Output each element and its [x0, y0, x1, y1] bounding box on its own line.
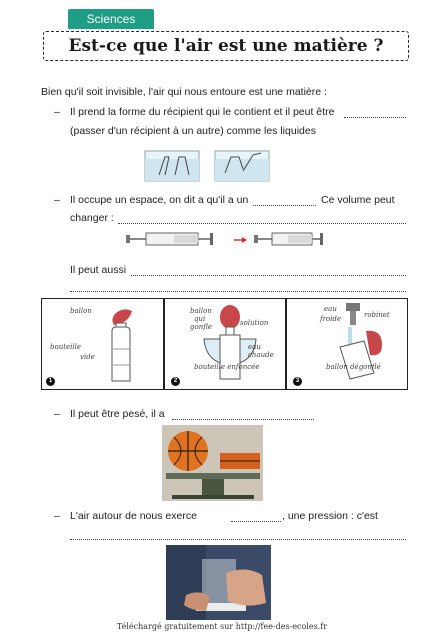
panel1-label-vide: vide: [80, 353, 95, 361]
item2-blank-line3[interactable]: [131, 275, 406, 276]
item3-text: Il peut être pesé, il a: [70, 408, 165, 420]
scale-photo-art: [162, 425, 263, 501]
item2-text-line2: changer :: [70, 212, 114, 224]
containers-illustration: [143, 147, 273, 183]
item1-blank[interactable]: [344, 117, 406, 118]
panel1-label-ballon: ballon: [70, 307, 92, 315]
panel3-label-eau: eau: [324, 305, 337, 313]
section-tab: Sciences: [68, 9, 154, 29]
item1-text-line2: (passer d'un récipient à un autre) comme les liquides: [70, 125, 316, 137]
container-left: [145, 151, 199, 181]
item4-dash: –: [54, 510, 60, 522]
panel3-label-robinet: robinet: [364, 311, 390, 319]
panel2-label-qui: qui: [194, 315, 206, 323]
item2-text: Il occupe un espace, on dit a qu'il a un: [70, 194, 249, 206]
item3-dash: –: [54, 408, 60, 420]
item2-text-line3: Il peut aussi: [70, 264, 127, 276]
experiments-panel: [41, 298, 408, 390]
syringes-illustration: [126, 226, 326, 252]
footer-credit: Téléchargé gratuitement sur http://fee-des-ecoles.fr: [116, 622, 328, 631]
item1-dash: –: [54, 106, 60, 118]
item1-text: Il prend la forme du récipient qui le contient et il peut être: [70, 106, 335, 118]
item4-text-b: , une pression : c'est: [282, 510, 378, 522]
panel-divider: [163, 299, 165, 389]
panel1-number: 1: [46, 377, 55, 386]
syringe-right: [254, 233, 323, 245]
panel3-label-ballon: ballon dégonflé: [326, 363, 381, 371]
panel3-label-froide: froide: [320, 315, 342, 323]
item2-blank[interactable]: [253, 205, 316, 206]
panel2-label-gonfle: gonfle: [190, 323, 213, 331]
pressure-photo-art: [166, 545, 271, 620]
panel1-label-bouteille: bouteille: [50, 343, 82, 351]
panel3-number: 3: [293, 377, 302, 386]
panel2-label-chaude: chaude: [248, 351, 274, 359]
page-title: Est-ce que l'air est une matière ?: [68, 36, 384, 56]
panel2-label-solution: solution: [240, 319, 269, 327]
panel-divider: [285, 299, 287, 389]
scale-photo: [162, 425, 263, 501]
item4-text: L'air autour de nous exerce: [70, 510, 197, 522]
panel2-label-eau: eau: [248, 343, 261, 351]
item3-blank[interactable]: [172, 419, 314, 420]
arrow-head-icon: [242, 237, 247, 243]
item2-blank-line2[interactable]: [118, 223, 406, 224]
item4-blank-line2[interactable]: [70, 539, 406, 540]
item2-dash: –: [54, 194, 60, 206]
item2-blank-line4[interactable]: [70, 291, 406, 292]
item2-text-b: Ce volume peut: [321, 194, 395, 206]
pressure-photo: [166, 545, 271, 620]
container-right: [215, 151, 269, 181]
panel2-label-ballon: ballon: [190, 307, 212, 315]
item4-blank[interactable]: [231, 521, 281, 522]
panel2-number: 2: [171, 377, 180, 386]
intro-text: Bien qu'il soit invisible, l'air qui nous entoure est une matière :: [41, 86, 327, 98]
panel1-bottle: [102, 305, 142, 385]
panel2-label-bouteille: bouteille enfoncée: [194, 363, 260, 371]
syringe-left: [126, 233, 213, 245]
